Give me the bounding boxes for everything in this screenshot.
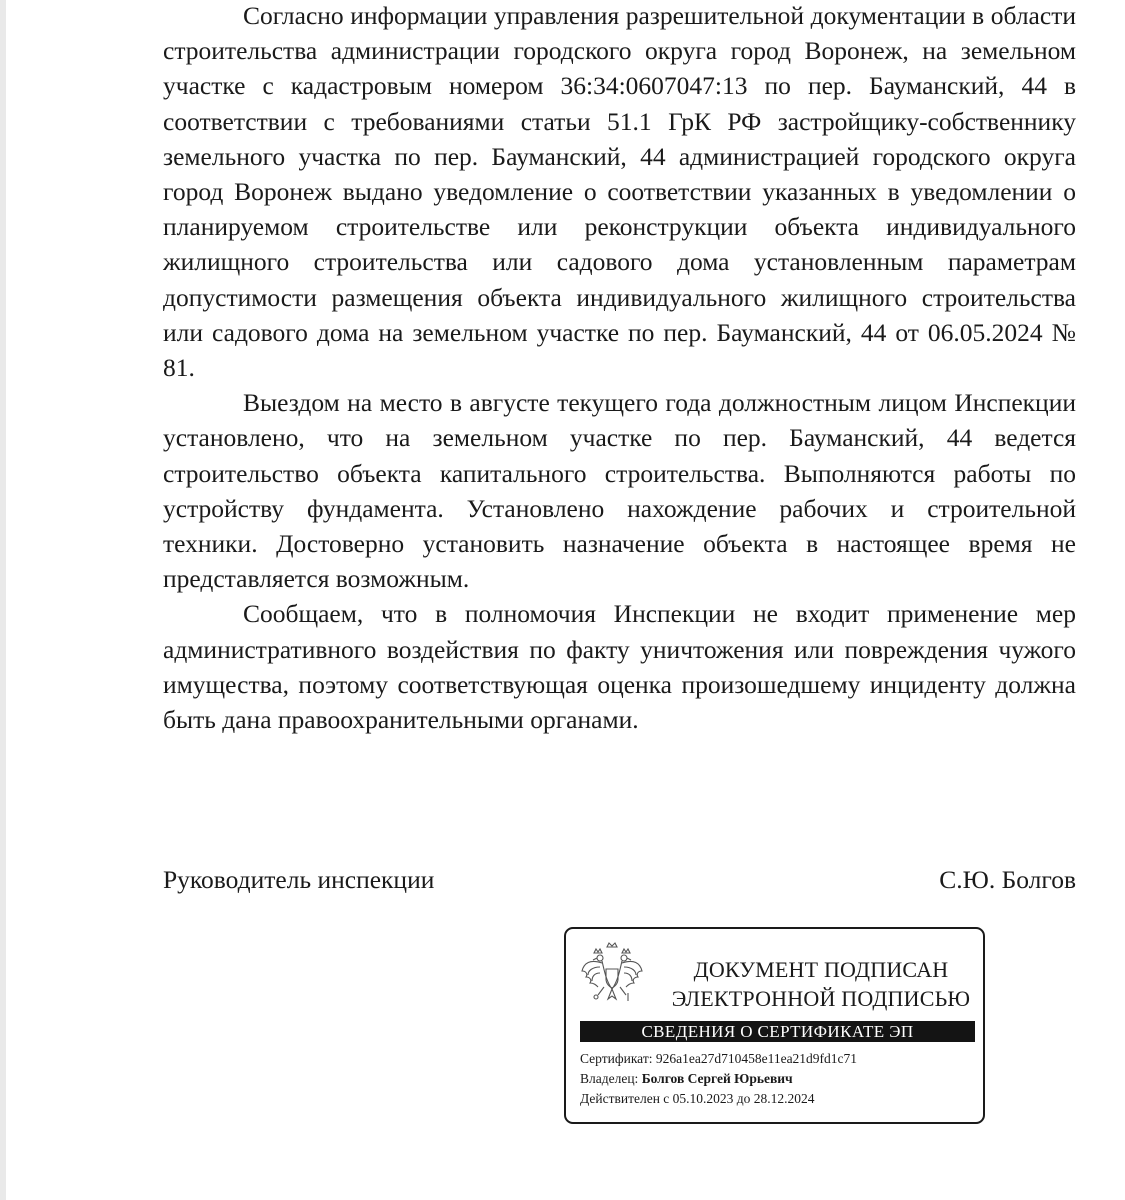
owner-value: Болгов Сергей Юрьевич — [641, 1071, 793, 1086]
certificate-row — [580, 1049, 857, 1069]
russian-coat-of-arms-icon — [580, 941, 644, 1011]
valid-from-value: 05.10.2023 — [672, 1091, 734, 1106]
electronic-signature-stamp — [564, 927, 985, 1124]
signature-line — [163, 862, 1076, 897]
valid-to-value: 28.12.2024 — [753, 1091, 815, 1106]
stamp-title-line-2: ЭЛЕКТРОННОЙ ПОДПИСЬЮ — [671, 986, 971, 1011]
signatory-position: Руководитель инспекции — [163, 865, 435, 894]
stamp-title-line-1: ДОКУМЕНТ ПОДПИСАН — [693, 957, 949, 982]
certificate-details — [580, 1049, 857, 1109]
document-body — [163, 0, 1076, 737]
owner-label: Владелец: — [580, 1071, 639, 1086]
paragraph-authority-scope: Сообщаем, что в полномочия Инспекции не входит применение мер административного воздействия по факту уничтожения или повреждения чужого имущества, поэтому соответствующая оценка произошедшему инциденту должна быть дана правоохранительными органами. — [163, 599, 1076, 735]
valid-to-label: до — [736, 1091, 751, 1106]
certificate-value: 926a1ea27d710458e11ea21d9fd1c71 — [655, 1051, 858, 1066]
certificate-label: Сертификат: — [580, 1051, 653, 1066]
paragraph-inspection-findings: Выездом на место в августе текущего года должностным лицом Инспекции установлено, что на земельном участке по пер. Бауманский, 44 ведется строительство объекта капитального строительства. Выполняются работы по устройству фундамента. Установлено нахождение рабочих и строительной техники. Достоверно установить назначение объекта в настоящее время не представляется возможным. — [163, 388, 1076, 594]
validity-row — [580, 1089, 857, 1109]
page-edge — [0, 0, 6, 1200]
owner-row — [580, 1069, 857, 1089]
valid-from-label: Действителен с — [580, 1091, 670, 1106]
signatory-name: С.Ю. Болгов — [939, 865, 1076, 894]
stamp-title — [658, 955, 984, 1013]
paragraph-permit-notice: Согласно информации управления разрешительной документации в области строительства администрации городского округа город Воронеж, на земельном участке с кадастровым номером 36:34:0607047:13 по пер. Бауманский, 44 в соответствии с требованиями статьи 51.1 ГрК РФ застройщику-собственнику земельного участка по пер. Бауманский, 44 администрацией городского округа город Воронеж выдано уведомление о соответствии указанных в уведомлении о планируемом строительстве или реконструкции объекта индивидуального жилищного строительства или садового дома установленным параметрам допустимости размещения объекта индивидуального жилищного строительства или садового дома на земельном участке по пер. Бауманский, 44 от 06.05.2024 № 81. — [163, 1, 1076, 383]
certificate-info-bar: СВЕДЕНИЯ О СЕРТИФИКАТЕ ЭП — [580, 1021, 975, 1042]
